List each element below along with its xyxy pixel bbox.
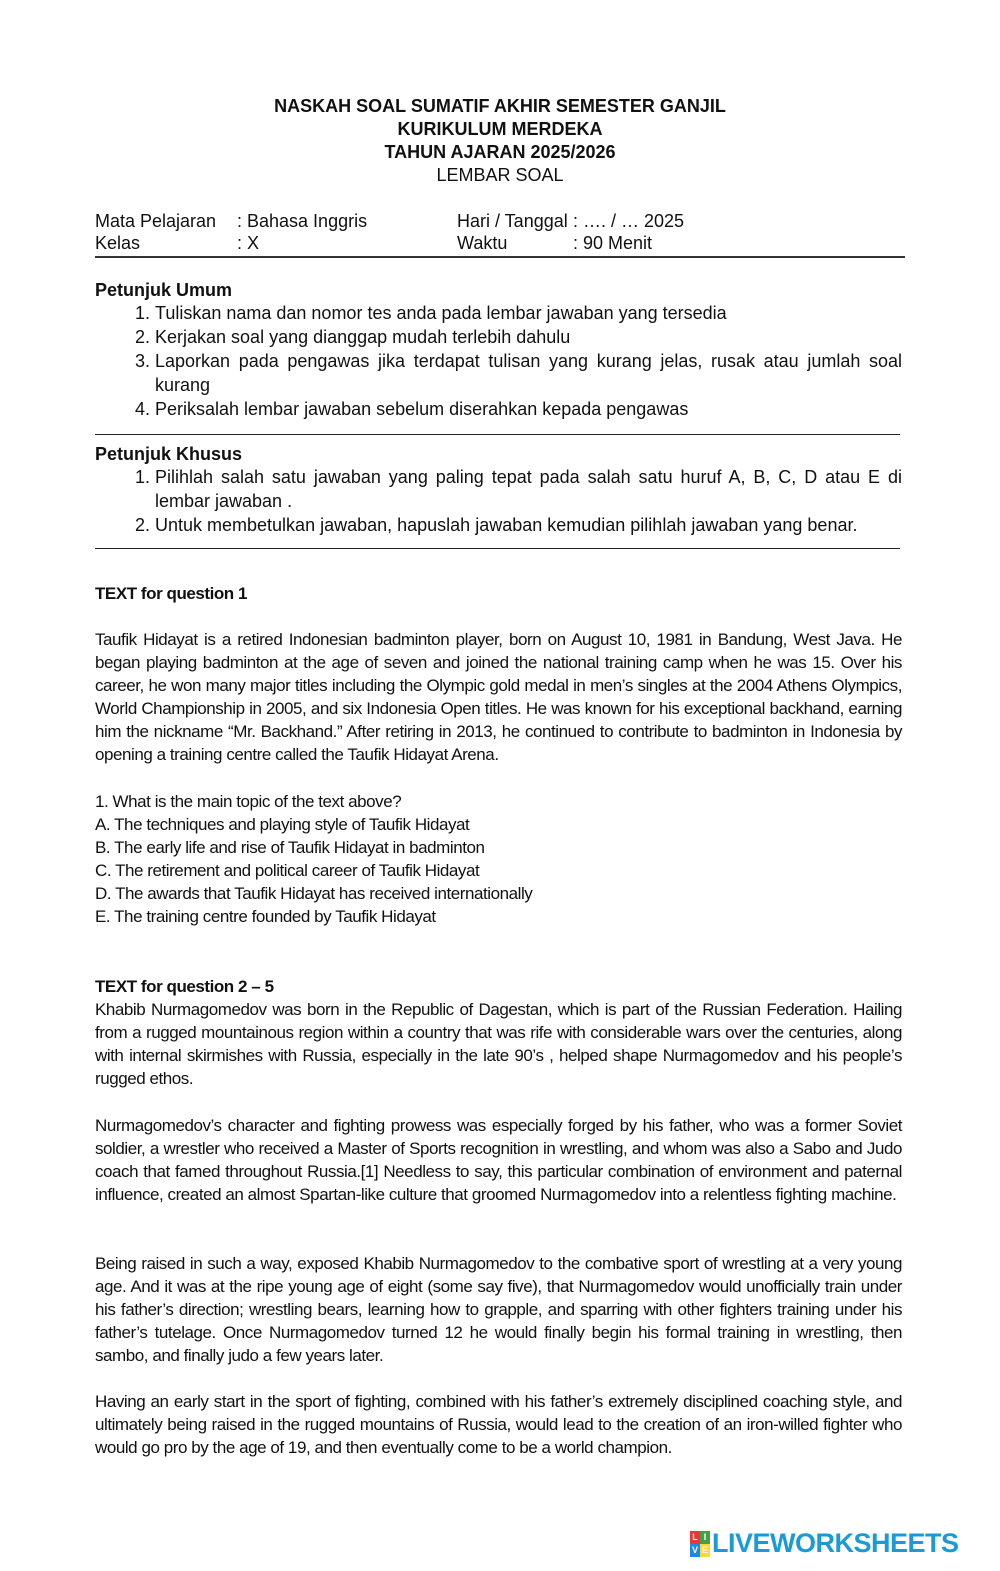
header-curriculum: KURIKULUM MERDEKA bbox=[397, 119, 603, 139]
logo-letter: E bbox=[701, 1544, 708, 1555]
question-1 bbox=[95, 790, 902, 928]
info-divider bbox=[95, 256, 905, 258]
header-sheet-label: LEMBAR SOAL bbox=[436, 165, 564, 185]
text2-block-4 bbox=[95, 1390, 902, 1459]
class-label: Kelas bbox=[95, 233, 141, 253]
question-1-stem: 1. What is the main topic of the text above? bbox=[95, 792, 402, 811]
specific-instructions bbox=[95, 443, 902, 537]
logo-letter: L bbox=[690, 1531, 700, 1544]
logo-letter: I bbox=[700, 1531, 710, 1544]
text2-paragraph-2: Nurmagomedov’s character and fighting prowess was especially forged by his father, who was a former Soviet soldier, a wrestler who received a Master of Sports recognition in wrestling, and whom was also a Sabo and Judo coach that famed throughout Russia.[1] Needless to say, this particular combination of environment and paternal influence, created an almost Spartan-like culture that groomed Nurmagomedov into a relentless fighting machine. bbox=[95, 1116, 902, 1204]
question-1-option-e: E. The training centre founded by Taufik Hidayat bbox=[95, 907, 436, 926]
section-divider bbox=[95, 434, 900, 435]
text2-paragraph-4: Having an early start in the sport of fighting, combined with his father’s extremely disciplined coaching style, and ultimately being raised in the rugged mountains of Russia, would lead to the creation of an iron-willed fighter who would go pro by the age of 19, and then eventually come to be a world champion. bbox=[95, 1392, 902, 1457]
time-value: : 90 Menit bbox=[573, 233, 653, 253]
text2-paragraph-1: Khabib Nurmagomedov was born in the Republic of Dagestan, which is part of the Russian Federation. Hailing from a rugged mountainous region within a country that was rife with considerable wars over the centuries, along with internal skirmishes with Russia, especially in the late 90’s , helped shape Nurmagomedov and his people’s rugged ethos. bbox=[95, 1000, 902, 1088]
text-question-2-5 bbox=[95, 975, 902, 1090]
text2-block-3 bbox=[95, 1252, 902, 1367]
document-header bbox=[0, 95, 1000, 187]
header-title: NASKAH SOAL SUMATIF AKHIR SEMESTER GANJIL bbox=[274, 96, 726, 116]
header-academic-year: TAHUN AJARAN 2025/2026 bbox=[384, 142, 616, 162]
text-question-1 bbox=[95, 582, 902, 605]
text2-paragraph-3: Being raised in such a way, exposed Khabib Nurmagomedov to the combative sport of wrestling at a very young age. And it was at the ripe young age of eight (some say five), that Nurmagomedov would unofficially train under his father’s direction; wrestling bears, learning how to grapple, and sparring with other fighters training under his father’s tutelage. Once Nurmagomedov turned 12 he would finally begin his formal training in wrestling, then sambo, and finally judo a few years later. bbox=[95, 1254, 902, 1365]
specific-instructions-title: Petunjuk Khusus bbox=[95, 444, 243, 464]
time-label: Waktu bbox=[457, 233, 508, 253]
general-instructions-title: Petunjuk Umum bbox=[95, 280, 233, 300]
question-1-option-d: D. The awards that Taufik Hidayat has received internationally bbox=[95, 884, 533, 903]
general-instruction-item: 3. Laporkan pada pengawas jika terdapat tulisan yang kurang jelas, rusak atau jumlah soal kurang bbox=[155, 349, 902, 397]
exam-info bbox=[95, 210, 905, 254]
text2-block-2 bbox=[95, 1114, 902, 1206]
question-1-option-c: C. The retirement and political career of Taufik Hidayat bbox=[95, 861, 480, 880]
specific-instruction-item: 1. Pilihlah salah satu jawaban yang paling tepat pada salah satu huruf A, B, C, D atau E di lembar jawaban . bbox=[155, 465, 902, 513]
text1-paragraph: Taufik Hidayat is a retired Indonesian badminton player, born on August 10, 1981 in Bandung, West Java. He began playing badminton at the age of seven and joined the national training camp when he was 15. Over his career, he won many major titles including the Olympic gold medal in men’s singles at the 2004 Athens Olympics, World Championship in 2005, and six Indonesia Open titles. He was known for his exceptional backhand, earning him the nickname “Mr. Backhand.” After retiring in 2013, he continued to contribute to badminton in Indonesia by opening a training centre called the Taufik Hidayat Arena. bbox=[95, 630, 902, 764]
text1-heading: TEXT for question 1 bbox=[95, 584, 248, 603]
liveworksheets-logo-icon bbox=[690, 1531, 710, 1557]
general-instruction-item: 1. Tuliskan nama dan nomor tes anda pada lembar jawaban yang tersedia bbox=[155, 301, 902, 325]
specific-instruction-item: 2. Untuk membetulkan jawaban, hapuslah jawaban kemudian pilihlah jawaban yang benar. bbox=[155, 513, 902, 537]
liveworksheets-watermark bbox=[690, 1528, 959, 1559]
text1-passage bbox=[95, 628, 902, 766]
subject-value: : Bahasa Inggris bbox=[237, 211, 368, 231]
logo-letter: V bbox=[691, 1544, 698, 1555]
question-1-option-a: A. The techniques and playing style of Taufik Hidayat bbox=[95, 815, 470, 834]
general-instruction-item: 4. Periksalah lembar jawaban sebelum diserahkan kepada pengawas bbox=[155, 397, 902, 421]
date-value: : …. / … 2025 bbox=[573, 211, 685, 231]
text2-heading: TEXT for question 2 – 5 bbox=[95, 977, 274, 996]
liveworksheets-logo-text: LIVEWORKSHEETS bbox=[712, 1528, 959, 1558]
question-1-option-b: B. The early life and rise of Taufik Hidayat in badminton bbox=[95, 838, 485, 857]
subject-label: Mata Pelajaran bbox=[95, 211, 217, 231]
general-instruction-item: 2. Kerjakan soal yang dianggap mudah terlebih dahulu bbox=[155, 325, 902, 349]
section-divider bbox=[95, 548, 900, 549]
date-label: Hari / Tanggal bbox=[457, 211, 568, 231]
general-instructions bbox=[95, 279, 902, 421]
class-value: : X bbox=[237, 233, 260, 253]
